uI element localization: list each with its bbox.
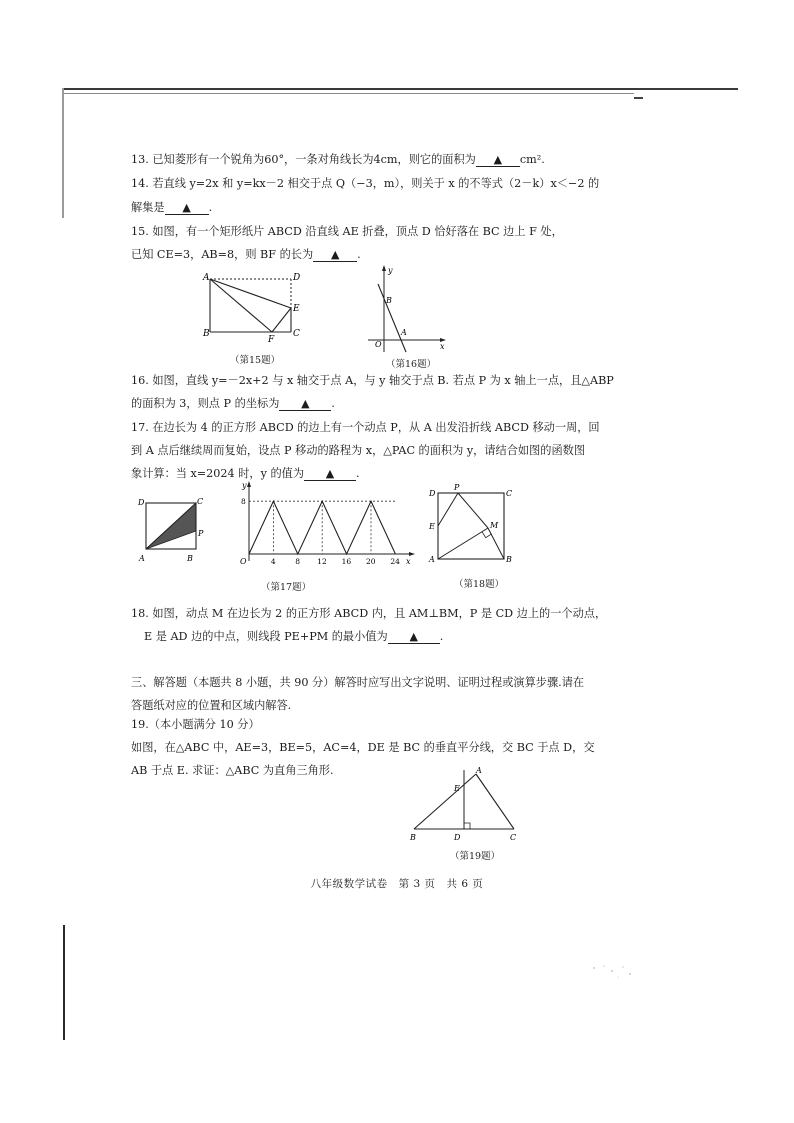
x-tick-label: 16 (341, 557, 352, 566)
point-label-a: A (139, 554, 145, 563)
point-label-e: E (454, 784, 460, 793)
question-19-line-2: AB 于点 E. 求证：△ABC 为直角三角形. (131, 764, 334, 777)
page-footer: 八年级数学试卷 第 3 页 共 6 页 (310, 878, 484, 890)
point-label-d: D (293, 273, 301, 283)
scan-edge (62, 88, 64, 218)
question-text: 象计算：当 x=2024 时，y 的值为 (131, 467, 305, 480)
right-triangle-bisector-diagram (404, 762, 526, 844)
function-graph (234, 478, 418, 570)
point-label-d: D (138, 498, 145, 507)
figure-15-caption: （第15题） (230, 355, 281, 366)
question-18-line-1: 18. 如图，动点 M 在边长为 2 的正方形 ABCD 内，且 AM⊥BM，P 是 CD 边上的一个动点， (131, 607, 607, 620)
question-15-line-1: 15. 如图，有一个矩形纸片 ABCD 沿直线 AE 折叠，顶点 D 恰好落在 BC 边上 F 处， (131, 225, 563, 238)
question-text: 已知 CE=3，AB=8，则 BF 的长为 (131, 248, 314, 261)
question-17-line-1: 17. 在边长为 4 的正方形 ABCD 的边上有一个动点 P，从 A 出发沿折线 ABCD 移动一周，回 (131, 421, 600, 434)
square-shaded-triangle-diagram (136, 496, 206, 566)
point-label-c: C (293, 329, 300, 339)
figure-16 (364, 262, 448, 354)
point-label-b: B (203, 329, 210, 339)
point-label-b: B (410, 833, 416, 842)
point-label-a: A (203, 273, 210, 283)
rectangle-fold-diagram (196, 268, 306, 348)
scan-border-line (62, 88, 738, 90)
question-14-line-1: 14. 若直线 y=2x 和 y=kx－2 相交于点 Q（−3，m），则关于 x 的不等式（2－k）x＜−2 的 (131, 177, 600, 190)
question-19-line-1: 如图，在△ABC 中，AE=3，BE=5，AC=4，DE 是 BC 的垂直平分线，交 BC 于点 D，交 (131, 741, 595, 754)
point-label-b: B (506, 555, 512, 564)
point-label-a: A (429, 555, 435, 564)
scan-mark (634, 97, 643, 99)
answer-blank: ▲ (279, 397, 331, 411)
question-18-line-2 (144, 629, 443, 645)
figure-15 (196, 268, 306, 348)
figure-17-caption: （第17题） (261, 582, 312, 593)
figure-19 (404, 762, 526, 844)
question-14-line-2 (131, 200, 212, 216)
x-tick-label: 24 (390, 557, 400, 566)
answer-blank: ▲ (165, 201, 209, 215)
x-tick-label: 4 (270, 557, 276, 566)
origin-label: O (240, 557, 247, 566)
scan-edge (63, 925, 65, 1040)
coordinate-line-diagram (364, 262, 448, 354)
question-16-line-1: 16. 如图，直线 y=－2x+2 与 x 轴交于点 A，与 y 轴交于点 B. 若点 P 为 x 轴上一点，且△ABP (131, 374, 614, 387)
point-label-c: C (510, 833, 517, 842)
point-label-d: D (454, 833, 461, 842)
scan-border-line (62, 93, 634, 94)
point-label-c: C (506, 489, 513, 498)
y-tick-label: 8 (241, 497, 246, 507)
point-label-b: B (187, 554, 193, 563)
question-text: 13. 已知菱形有一个锐角为60°，一条对角线长为4cm，则它的面积为 (131, 153, 476, 166)
question-text: . (356, 467, 360, 480)
axis-label-y: y (388, 266, 393, 275)
x-tick-label: 12 (317, 557, 327, 566)
square-min-path-diagram (426, 480, 520, 568)
point-label-f: F (268, 335, 275, 345)
figure-19-caption: （第19题） (450, 851, 501, 862)
point-label-a: A (401, 328, 407, 337)
point-label-m: M (490, 521, 499, 530)
question-text: E 是 AD 边的中点，则线段 PE+PM 的最小值为 (144, 630, 388, 643)
figure-16-caption: （第16题） (386, 359, 437, 370)
y-axis-arrow (247, 481, 251, 487)
point-label-b: B (386, 296, 392, 305)
axis-label-x: x (440, 342, 445, 351)
question-text: 的面积为 3，则点 P 的坐标为 (131, 397, 280, 410)
answer-blank: ▲ (313, 248, 357, 262)
question-text: . (331, 397, 335, 410)
x-axis-label: x (406, 557, 411, 566)
answer-blank: ▲ (388, 630, 440, 644)
x-tick-label: 20 (366, 557, 376, 566)
section-3-heading-line-1: 三、解答题（本题共 8 小题，共 90 分）解答时应写出文字说明、证明过程或演算步骤.请在 (131, 676, 585, 689)
question-17-line-2: 到 A 点后继续周而复始，设点 P 移动的路程为 x，△PAC 的面积为 y，请结合如图的函数图 (131, 444, 586, 457)
question-text: . (439, 630, 444, 643)
question-15-line-2 (131, 247, 361, 263)
answer-blank: ▲ (476, 153, 520, 167)
point-label-e: E (429, 522, 435, 531)
figure-17-graph (234, 478, 418, 570)
origin-label: O (375, 340, 382, 349)
x-axis-arrow (409, 552, 415, 556)
point-label-d: D (429, 489, 436, 498)
figure-18-caption: （第18题） (454, 579, 505, 590)
point-label-p: P (198, 529, 204, 538)
answer-blank: ▲ (304, 467, 356, 481)
point-label-e: E (293, 304, 300, 314)
y-axis-label: y (242, 481, 247, 490)
x-tick-label: 8 (295, 557, 301, 566)
unit-text: cm². (519, 153, 545, 166)
question-text: . (208, 201, 213, 214)
question-text: 解集是 (131, 201, 165, 214)
point-label-a: A (476, 766, 482, 775)
scan-noise (590, 962, 636, 982)
question-13 (131, 152, 545, 168)
point-label-c: C (197, 497, 204, 506)
question-16-line-2 (131, 396, 335, 412)
figure-18 (426, 480, 520, 568)
section-3-heading-line-2: 答题纸对应的位置和区域内解答. (131, 699, 292, 712)
point-label-p: P (454, 483, 460, 492)
question-text: . (357, 248, 361, 261)
question-19-title: 19.（本小题满分 10 分） (131, 718, 260, 731)
figure-17-square (136, 496, 206, 566)
